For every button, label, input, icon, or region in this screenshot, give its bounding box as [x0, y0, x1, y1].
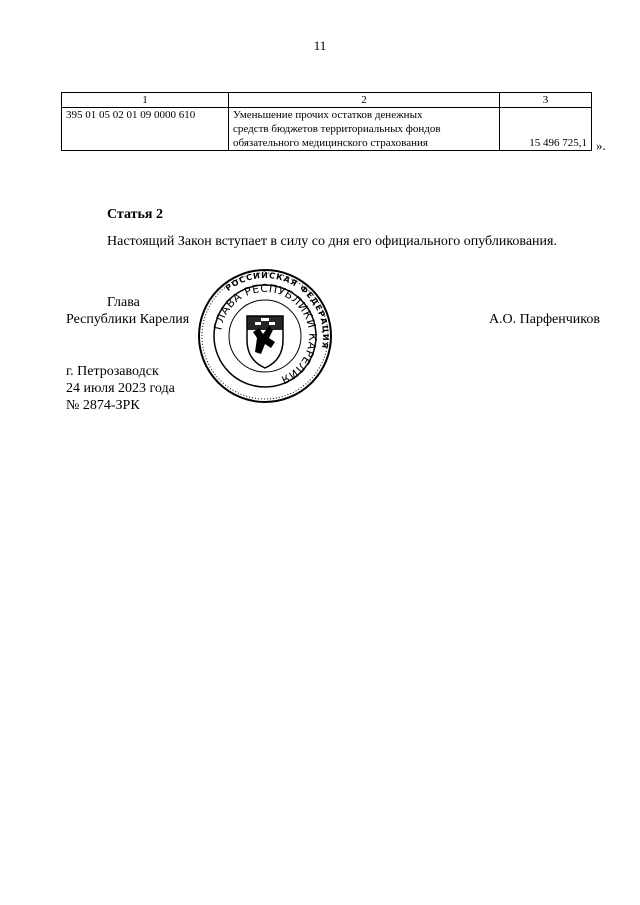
description-line: обязательного медицинского страхования — [233, 137, 428, 149]
coat-of-arms-icon — [247, 316, 283, 368]
classification-code: 395 01 05 02 01 09 0000 610 — [62, 108, 229, 151]
row-description — [229, 108, 500, 151]
table-row — [62, 108, 592, 151]
signatory-name: А.О. Парфенчиков — [488, 312, 600, 327]
table-header-cell: 1 — [62, 93, 229, 108]
law-number: № 2874-ЗРК — [66, 398, 140, 413]
seal-inner-text: ГЛАВА РЕСПУБЛИКИ КАРЕЛИЯ — [211, 281, 320, 387]
budget-table — [61, 92, 592, 151]
row-amount: 15 496 725,1 — [500, 108, 592, 151]
description-line: средств бюджетов территориальных фондов — [233, 123, 441, 135]
article-title: Статья 2 — [107, 207, 163, 222]
official-seal — [197, 268, 333, 404]
table-header-cell: 2 — [229, 93, 500, 108]
signing-place: г. Петрозаводск — [66, 364, 159, 379]
signing-date: 24 июля 2023 года — [66, 381, 175, 396]
table-header-cell: 3 — [500, 93, 592, 108]
signatory-title: Глава — [107, 295, 140, 310]
closing-quote: ». — [596, 138, 606, 153]
page-number: 11 — [313, 38, 327, 53]
seal-outer-text: РОССИЙСКАЯ ФЕДЕРАЦИЯ — [223, 270, 331, 350]
table-header-row — [62, 93, 592, 108]
article-text: Настоящий Закон вступает в силу со дня его официального опубликования. — [107, 234, 557, 249]
description-line: Уменьшение прочих остатков денежных — [233, 109, 423, 121]
signatory-title-line2: Республики Карелия — [66, 312, 190, 327]
